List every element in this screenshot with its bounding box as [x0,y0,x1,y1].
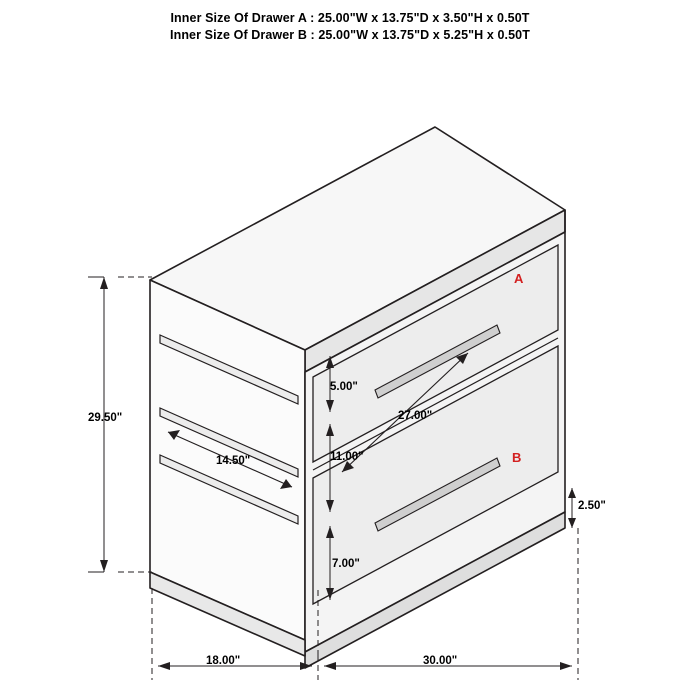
label-overall-height: 29.50" [88,412,123,424]
dim-overall-height [88,277,152,572]
spec-line-drawer-a: Inner Size Of Drawer A : 25.00"W x 13.75"D x 3.50"H x 0.50T [170,11,530,25]
label-drawer-b: B [512,450,522,465]
label-bottom-width: 30.00" [423,655,458,667]
label-front-width: 27.00" [398,410,433,422]
dim-base-height [568,488,576,528]
label-drawer-a-gap: 5.00" [330,381,358,393]
label-mid-height: 11.00" [330,451,364,463]
label-side-depth: 14.50" [216,455,251,467]
label-lower-height: 7.00" [332,558,360,570]
label-base-height: 2.50" [578,500,606,512]
label-bottom-depth: 18.00" [206,655,241,667]
spec-line-drawer-b: Inner Size Of Drawer B : 25.00"W x 13.75"D x 5.25"H x 0.50T [170,28,530,42]
label-drawer-a: A [514,271,524,286]
